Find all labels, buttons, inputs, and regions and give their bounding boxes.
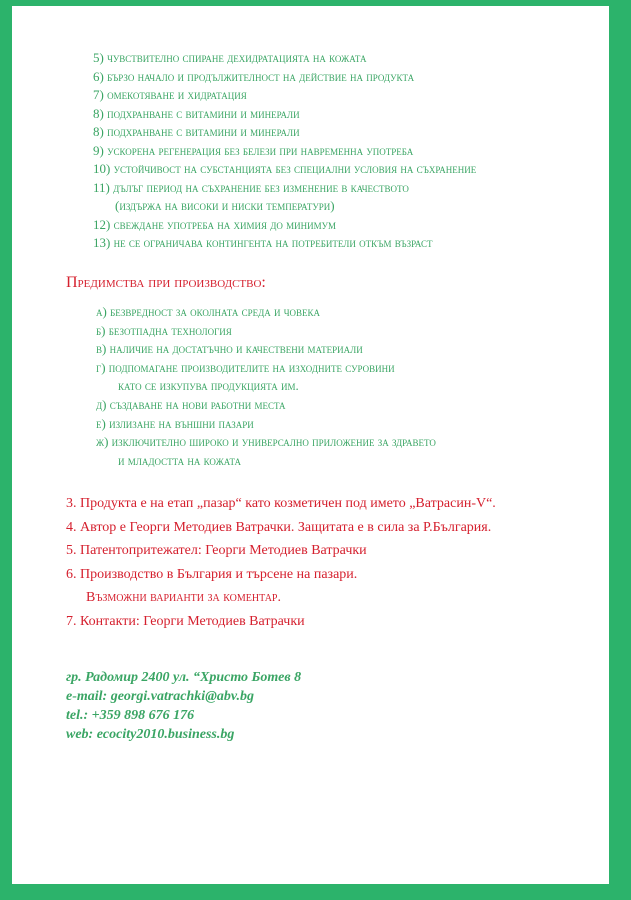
list-item: 7) омекотяване и хидратация	[93, 87, 247, 102]
contact-address: гр. Радомир 2400 ул. “Христо Ботев 8	[66, 670, 302, 685]
list-item: 5) чувствително спиране дехидратацията на кожата	[93, 50, 367, 65]
list-item: в) наличие на достатъчно и качествени материали	[96, 341, 363, 357]
list-item: 11) дълъг период на съхранение без изменение в качеството	[93, 179, 409, 195]
benefits-list	[93, 49, 476, 253]
list-item-continuation: и младостта на кожата	[118, 452, 242, 468]
list-item: ж) изключително широко и универсално приложение за здравето	[96, 434, 436, 450]
list-item: 8) подхранване с витамини и минерали	[93, 124, 300, 139]
list-item-continuation: Възможни варианти за коментар.	[86, 590, 281, 605]
production-heading: Предимства при производство:	[66, 274, 266, 291]
list-item: 13) не се ограничава контингента на потребители откъм възраст	[93, 235, 433, 250]
list-item: 6) бързо начало и продължителност на действие на продукта	[93, 68, 415, 84]
list-item: 5. Патентопритежател: Георги Методиев Ватрачки	[66, 543, 367, 558]
list-item: 7. Контакти: Георги Методиев Ватрачки	[66, 613, 305, 629]
contact-block	[66, 668, 301, 744]
list-item: 10) устойчивост на субстанцията без специални условия на съхранение	[93, 161, 477, 176]
list-item-continuation: (издържа на високи и ниски температури)	[115, 198, 335, 213]
list-item: 6. Производство в България и търсене на пазари.	[66, 566, 358, 582]
production-list	[96, 303, 436, 470]
list-item: б) безотпадна технология	[96, 322, 232, 338]
contact-phone: tel.: +359 898 676 176	[66, 708, 195, 723]
list-item: 3. Продукта е на етап „пазар“ като козметичен под името „Ватрасин-V“.	[66, 496, 496, 511]
list-item: г) подпомагане производителите на изходните суровини	[96, 359, 395, 375]
list-item: 8) подхранване с витамини и минерали	[93, 105, 300, 121]
contact-email[interactable]: e-mail: georgi.vatrachki@abv.bg	[66, 689, 255, 704]
numbered-list	[66, 492, 496, 633]
contact-website[interactable]: web: ecocity2010.business.bg	[66, 727, 235, 742]
document-page	[12, 6, 609, 884]
list-item: е) излизане на външни пазари	[96, 415, 254, 431]
list-item-continuation: като се изкупува продукцията им.	[118, 378, 299, 394]
list-item: 12) свеждане употреба на химия до минимум	[93, 216, 336, 232]
list-item: д) създаване на нови работни места	[96, 396, 286, 412]
list-item: 4. Автор е Георги Методиев Ватрачки. Защитата е в сила за Р.България.	[66, 519, 492, 535]
list-item: 9) ускорена регенерация без белези при навременна употреба	[93, 142, 414, 158]
list-item: а) безвредност за околната среда и човека	[96, 304, 321, 319]
